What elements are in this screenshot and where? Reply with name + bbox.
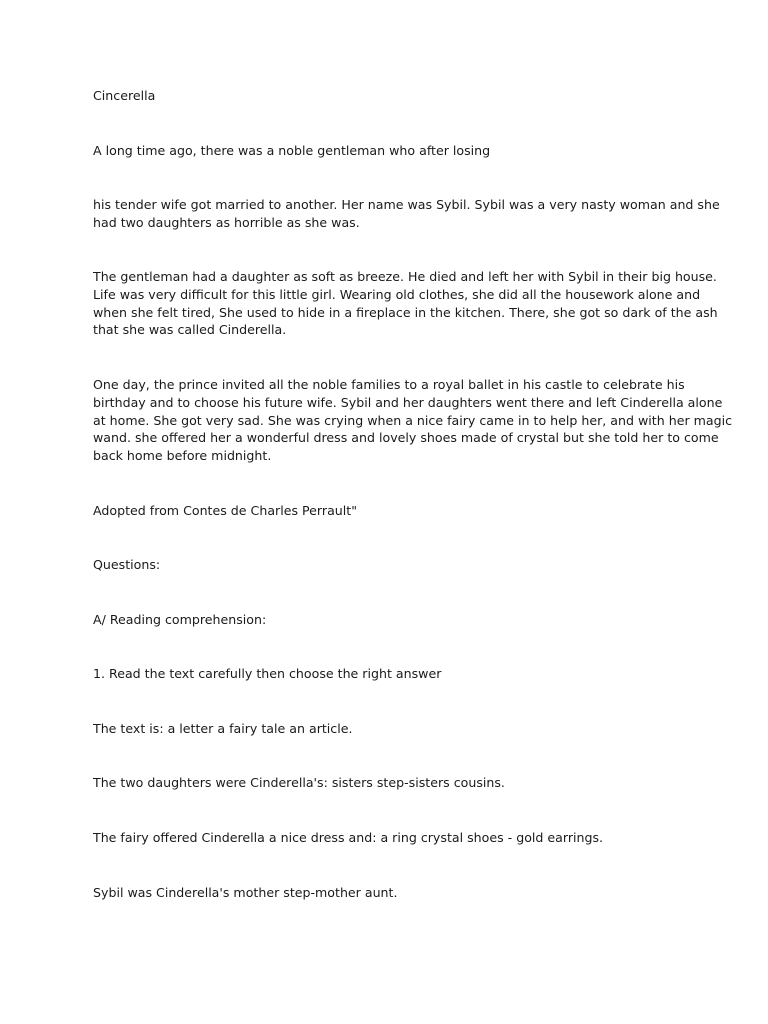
paragraph-1 (93, 196, 720, 232)
question-item: Sybil was Cinderella's mother step-mother aunt. (93, 885, 398, 900)
questions-heading: Questions: (93, 557, 161, 572)
paragraph-line: at home. She got very sad. She was crying when a nice fairy came in to help her, and with her magic (93, 412, 733, 428)
question-item: The text is: a letter a fairy tale an article. (93, 721, 353, 736)
intro-line: A long time ago, there was a noble gentleman who after losing (93, 143, 491, 158)
paragraph-line: his tender wife got married to another. Her name was Sybil. Sybil was a very nasty woman and she (93, 197, 720, 212)
paragraph-line: had two daughters as horrible as she was. (93, 214, 360, 230)
paragraph-line: One day, the prince invited all the noble families to a royal ballet in his castle to celebrate his (93, 377, 685, 392)
paragraph-line: The gentleman had a daughter as soft as breeze. He died and left her with Sybil in their big house. (93, 269, 717, 284)
question-item: The two daughters were Cinderella's: sisters step-sisters cousins. (93, 775, 505, 790)
paragraph-line: that she was called Cinderella. (93, 322, 287, 338)
question-instruction: 1. Read the text carefully then choose the right answer (93, 666, 442, 681)
paragraph-line: Life was very difficult for this little girl. Wearing old clothes, she did all the housework alone and (93, 286, 701, 302)
question-item: The fairy offered Cinderella a nice dress and: a ring crystal shoes - gold earrings. (93, 830, 604, 845)
paragraph-2 (93, 268, 718, 339)
document-title: Cincerella (93, 88, 156, 103)
section-heading-reading-comprehension: A/ Reading comprehension: (93, 612, 267, 627)
paragraph-line: when she felt tired, She used to hide in a fireplace in the kitchen. There, she got so dark of the ash (93, 304, 718, 320)
paragraph-line: birthday and to choose his future wife. Sybil and her daughters went there and left Cinderella alone (93, 394, 723, 410)
source-attribution: Adopted from Contes de Charles Perrault" (93, 503, 357, 518)
paragraph-3 (93, 376, 733, 465)
paragraph-line: back home before midnight. (93, 448, 272, 464)
paragraph-line: wand. she offered her a wonderful dress and lovely shoes made of crystal but she told her to come (93, 430, 719, 446)
